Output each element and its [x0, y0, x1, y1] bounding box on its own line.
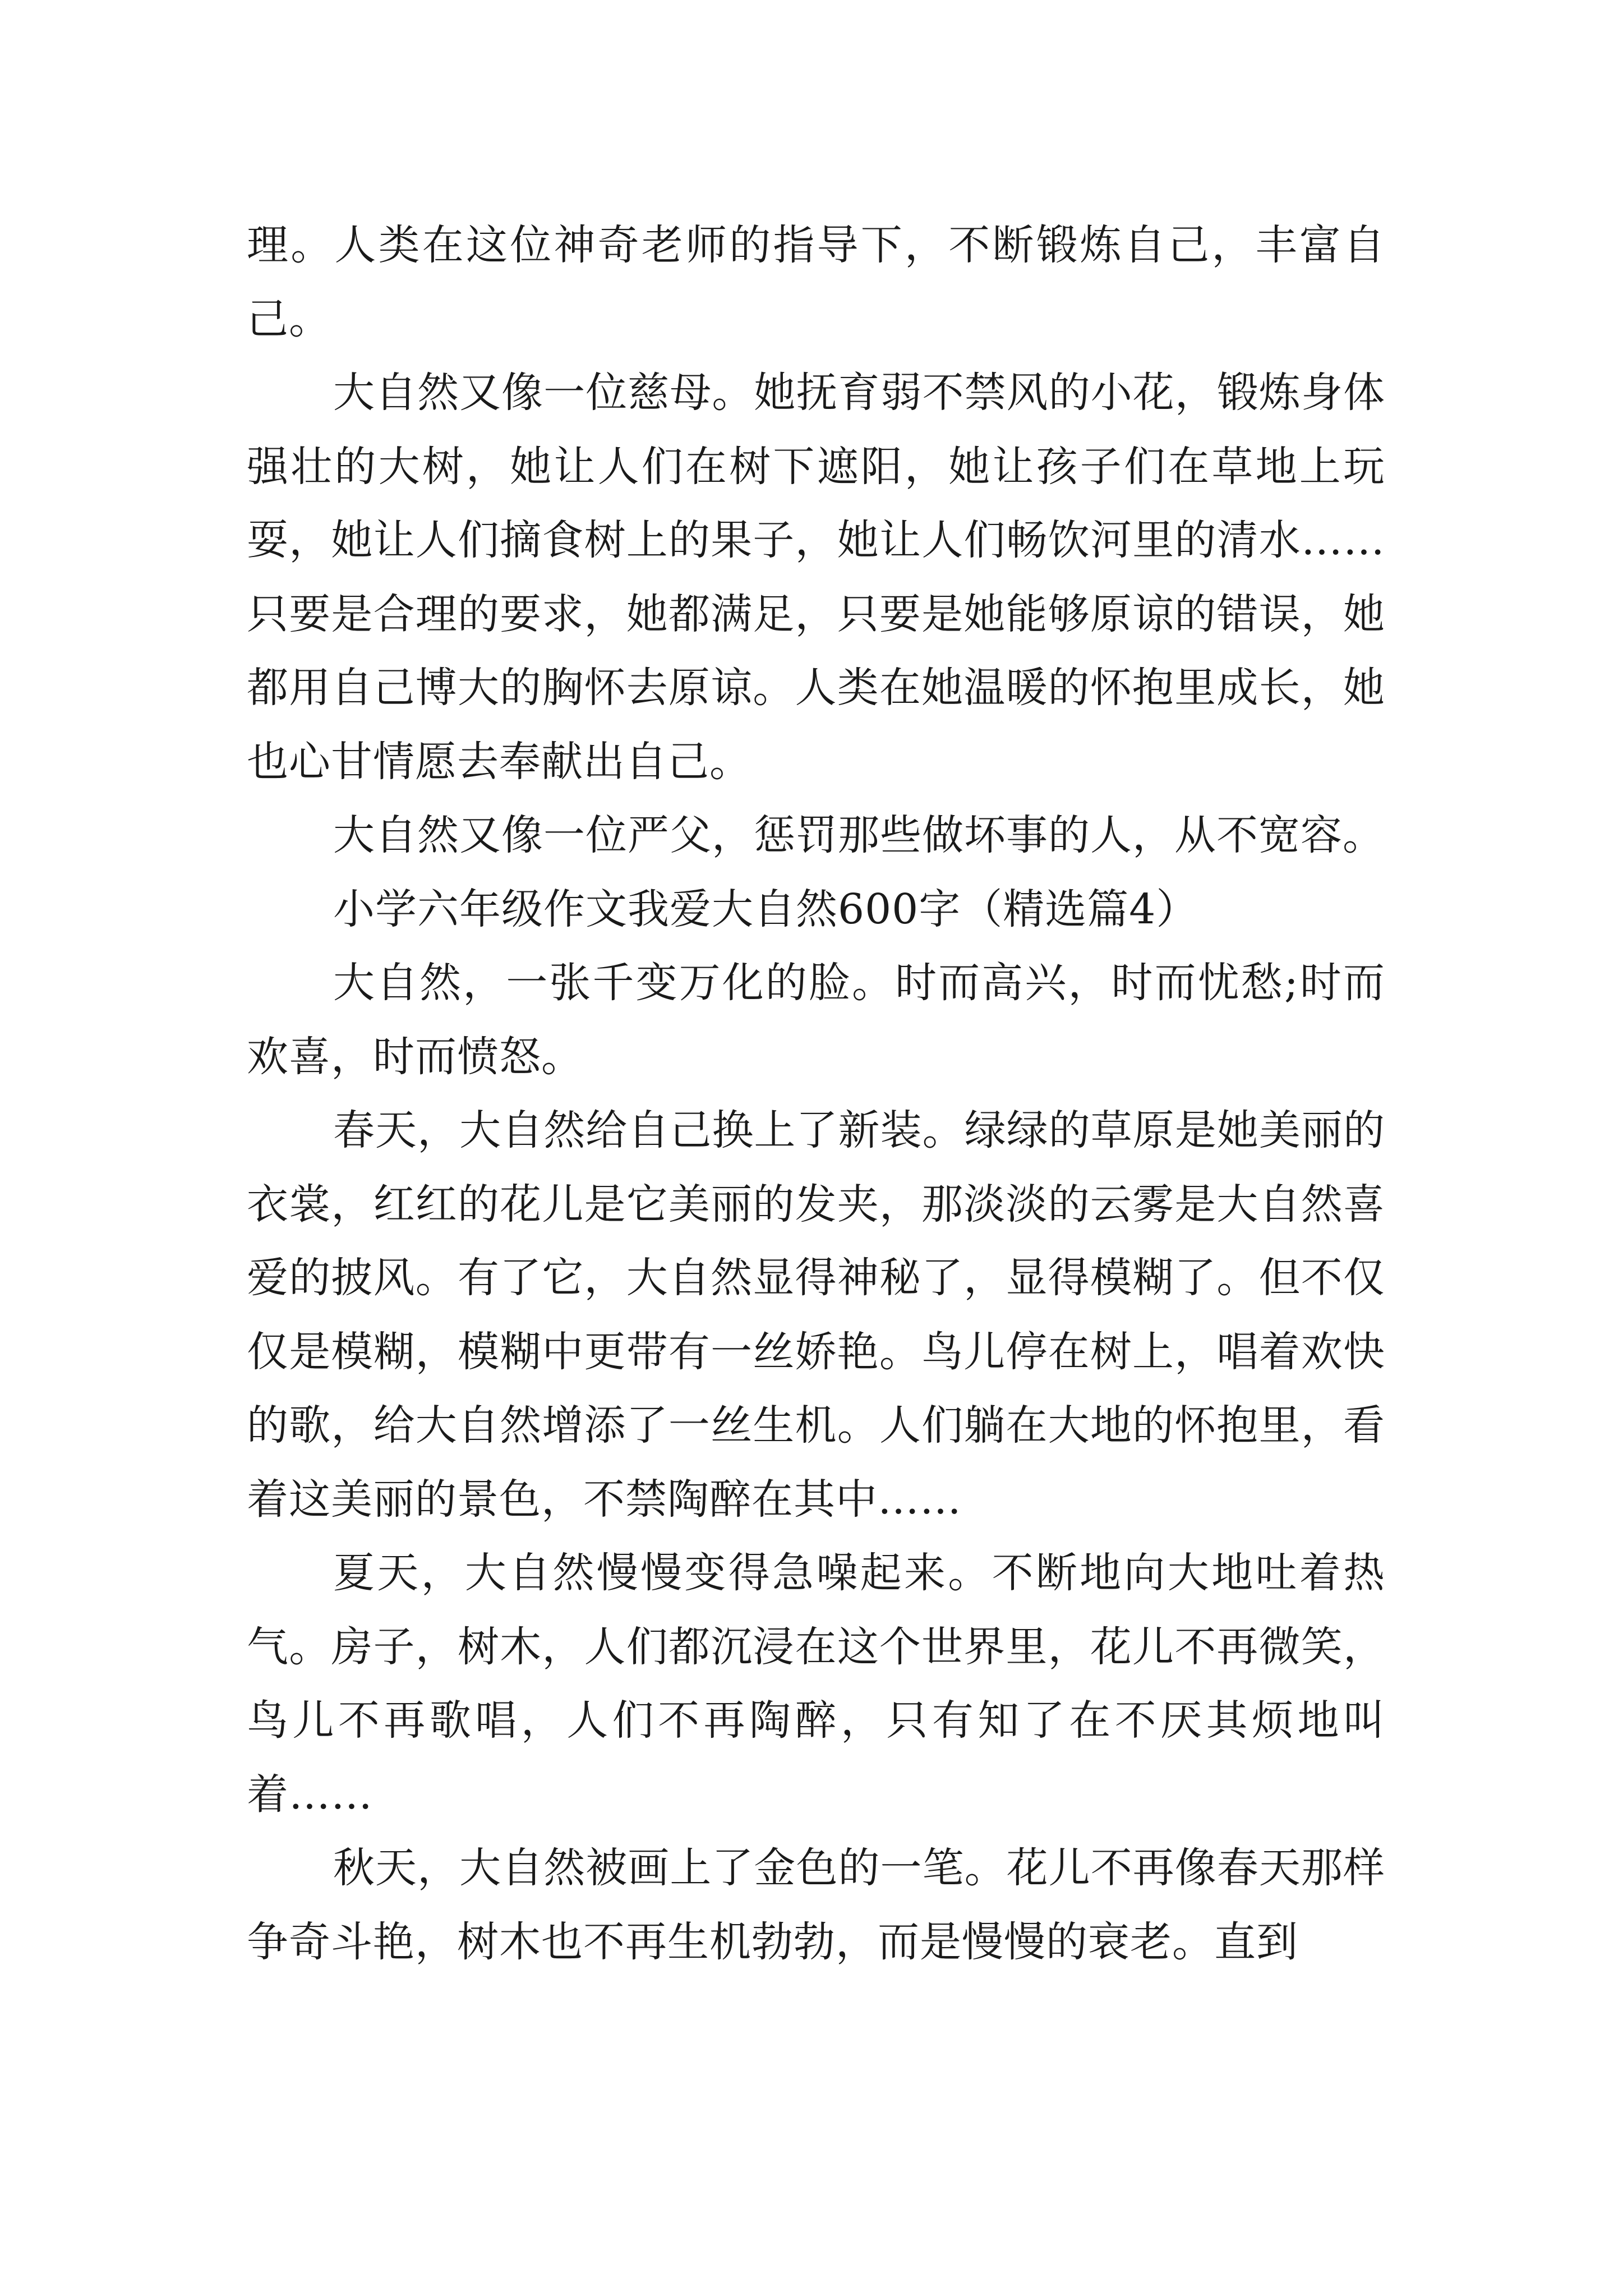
paragraph-father: 大自然又像一位严父，惩罚那些做坏事的人，从不宽容。	[333, 811, 1385, 859]
section-heading: 小学六年级作文我爱大自然600字（精选篇4）	[333, 885, 1198, 933]
document-body	[247, 209, 1385, 1979]
paragraph-intro: 大自然，一张千变万化的脸。时而高兴，时而忧愁;时而欢喜，时而愤怒。	[247, 959, 1385, 1081]
paragraph-spring: 春天，大自然给自己换上了新装。绿绿的草原是她美丽的衣裳，红红的花儿是它美丽的发夹，那淡淡的云雾是大自然喜爱的披风。有了它，大自然显得神秘了，显得模糊了。但不仅仅是模糊，模糊中更带有一丝娇艳。鸟儿停在树上，唱着欢快的歌，给大自然增添了一丝生机。人们躺在大地的怀抱里，看着这美丽的景色，不禁陶醉在其中……	[247, 1106, 1385, 1524]
paragraph-autumn: 秋天，大自然被画上了金色的一笔。花儿不再像春天那样争奇斗艳，树木也不再生机勃勃，而是慢慢的衰老。直到	[247, 1844, 1385, 1966]
paragraph-mother: 大自然又像一位慈母。她抚育弱不禁风的小花，锻炼身体强壮的大树，她让人们在树下遮阳，她让孩子们在草地上玩耍，她让人们摘食树上的果子，她让人们畅饮河里的清水……只要是合理的要求，她都满足，只要是她能够原谅的错误，她都用自己博大的胸怀去原谅。人类在她温暖的怀抱里成长，她也心甘情愿去奉献出自己。	[247, 369, 1385, 786]
paragraph-continuation: 理。人类在这位神奇老师的指导下，不断锻炼自己，丰富自己。	[247, 221, 1385, 343]
paragraph-summer: 夏天，大自然慢慢变得急噪起来。不断地向大地吐着热气。房子，树木，人们都沉浸在这个世界里，花儿不再微笑，鸟儿不再歌唱，人们不再陶醉，只有知了在不厌其烦地叫着……	[247, 1549, 1385, 1819]
